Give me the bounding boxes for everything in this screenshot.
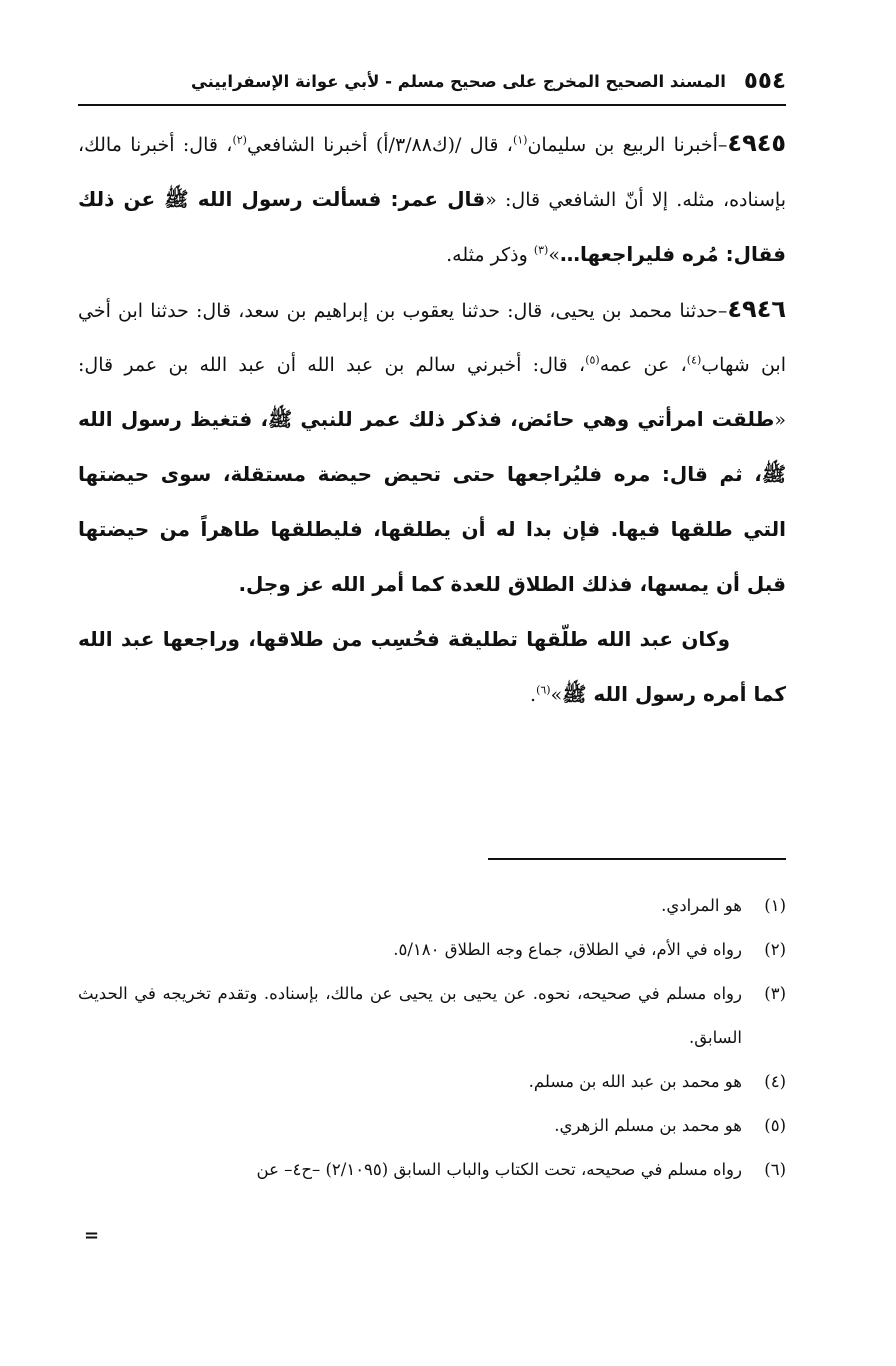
text-run: –أخبرنا الربيع بن سليمان <box>527 134 728 156</box>
footnote-ref: (٥) <box>585 353 600 367</box>
footnote <box>78 1148 786 1192</box>
continuation-mark: = <box>84 1225 100 1246</box>
footnote <box>78 1060 786 1104</box>
text-run: وذكر مثله. <box>446 244 534 266</box>
footnote-number: (٤) <box>764 1072 786 1091</box>
footnote-text: هو المرادي. <box>661 896 742 915</box>
bold-quote: قال عمر: فسألت رسول الله ﷺ عن ذلك فقال: مُره فليراجعها… <box>78 187 786 266</box>
footnote-text: رواه في الأم، في الطلاق، جماع وجه الطلاق ٥/١٨٠. <box>393 940 742 959</box>
footnote-ref: (٦) <box>536 683 551 697</box>
hadith-4945 <box>78 116 786 282</box>
footnote-ref: (٢) <box>232 133 247 147</box>
text-run: » <box>548 244 560 266</box>
footnote-number: (٥) <box>764 1116 786 1135</box>
text-run: ، قال: أخبرنا مالك، بإسناده، مثله. إلا أنّ الشافعي قال: « <box>78 134 787 211</box>
running-title: المسند الصحيح المخرج على صحيح مسلم - لأبي عوانة الإسفراييني <box>190 71 726 91</box>
footnote-text: رواه مسلم في صحيحه، تحت الكتاب والباب السابق (٢/١٠٩٥) –ح٤– عن <box>256 1160 742 1179</box>
page-number: ٥٥٤ <box>743 68 786 94</box>
hadith-number: ٤٩٤٦ <box>727 295 786 323</box>
text-run: . <box>530 684 537 706</box>
footnotes <box>78 884 786 1192</box>
footnote <box>78 1104 786 1148</box>
main-text <box>78 116 786 722</box>
text-run: ، قال /(ك٣/٨٨/أ) أخبرنا الشافعي <box>246 134 513 156</box>
hadith-4946-continued <box>78 612 786 722</box>
bold-quote: طلقت امرأتي وهي حائض، فذكر ذلك عمر للنبي ﷺ، فتغيظ رسول الله ﷺ، ثم قال: مره فليُراجعها حتى تحيض حيضة مستقلة، سوى حيضتها التي طلقها فيها. فإن بدا له أن يطلقها، فليطلقها طاهراً من حيضتها قبل أن يمسها، فذلك الطلاق للعدة كما أمر الله عز وجل. <box>78 407 786 596</box>
text-run: ، قال: أخبرني سالم بن عبد الله أن عبد الله بن عمر قال: « <box>78 354 786 431</box>
footnote-text: هو محمد بن مسلم الزهري. <box>554 1116 742 1135</box>
footnote-number: (٦) <box>764 1160 786 1179</box>
header-rule <box>78 104 786 106</box>
footnote-ref: (٣) <box>533 243 549 257</box>
footnote-text: هو محمد بن عبد الله بن مسلم. <box>528 1072 742 1091</box>
hadith-4946 <box>78 282 786 612</box>
footnote-ref: (٤) <box>686 353 702 367</box>
footnote-rule <box>488 858 786 860</box>
footnote-ref: (١) <box>512 133 528 147</box>
footnote-number: (٢) <box>764 940 786 959</box>
footnote <box>78 972 786 1060</box>
page-header <box>150 60 786 102</box>
footnote-text: رواه مسلم في صحيحه، نحوه. عن يحيى بن يحيى عن مالك، بإسناده. وتقدم تخريجه في الحديث السابق. <box>78 984 742 1047</box>
text-run: ، عن عمه <box>599 354 687 376</box>
footnote <box>78 928 786 972</box>
footnote-number: (٣) <box>764 984 786 1003</box>
bold-quote: وكان عبد الله طلّقها تطليقة فحُسِب من طلاقها، وراجعها عبد الله كما أمره رسول الله ﷺ <box>78 627 786 706</box>
text-run: » <box>550 684 563 706</box>
hadith-number: ٤٩٤٥ <box>727 129 787 157</box>
footnote <box>78 884 786 928</box>
footnote-number: (١) <box>764 896 786 915</box>
text-run: –حدثنا محمد بن يحيى، قال: حدثنا يعقوب بن إبراهيم بن سعد، قال: حدثنا ابن أخي ابن شهاب <box>78 300 786 376</box>
